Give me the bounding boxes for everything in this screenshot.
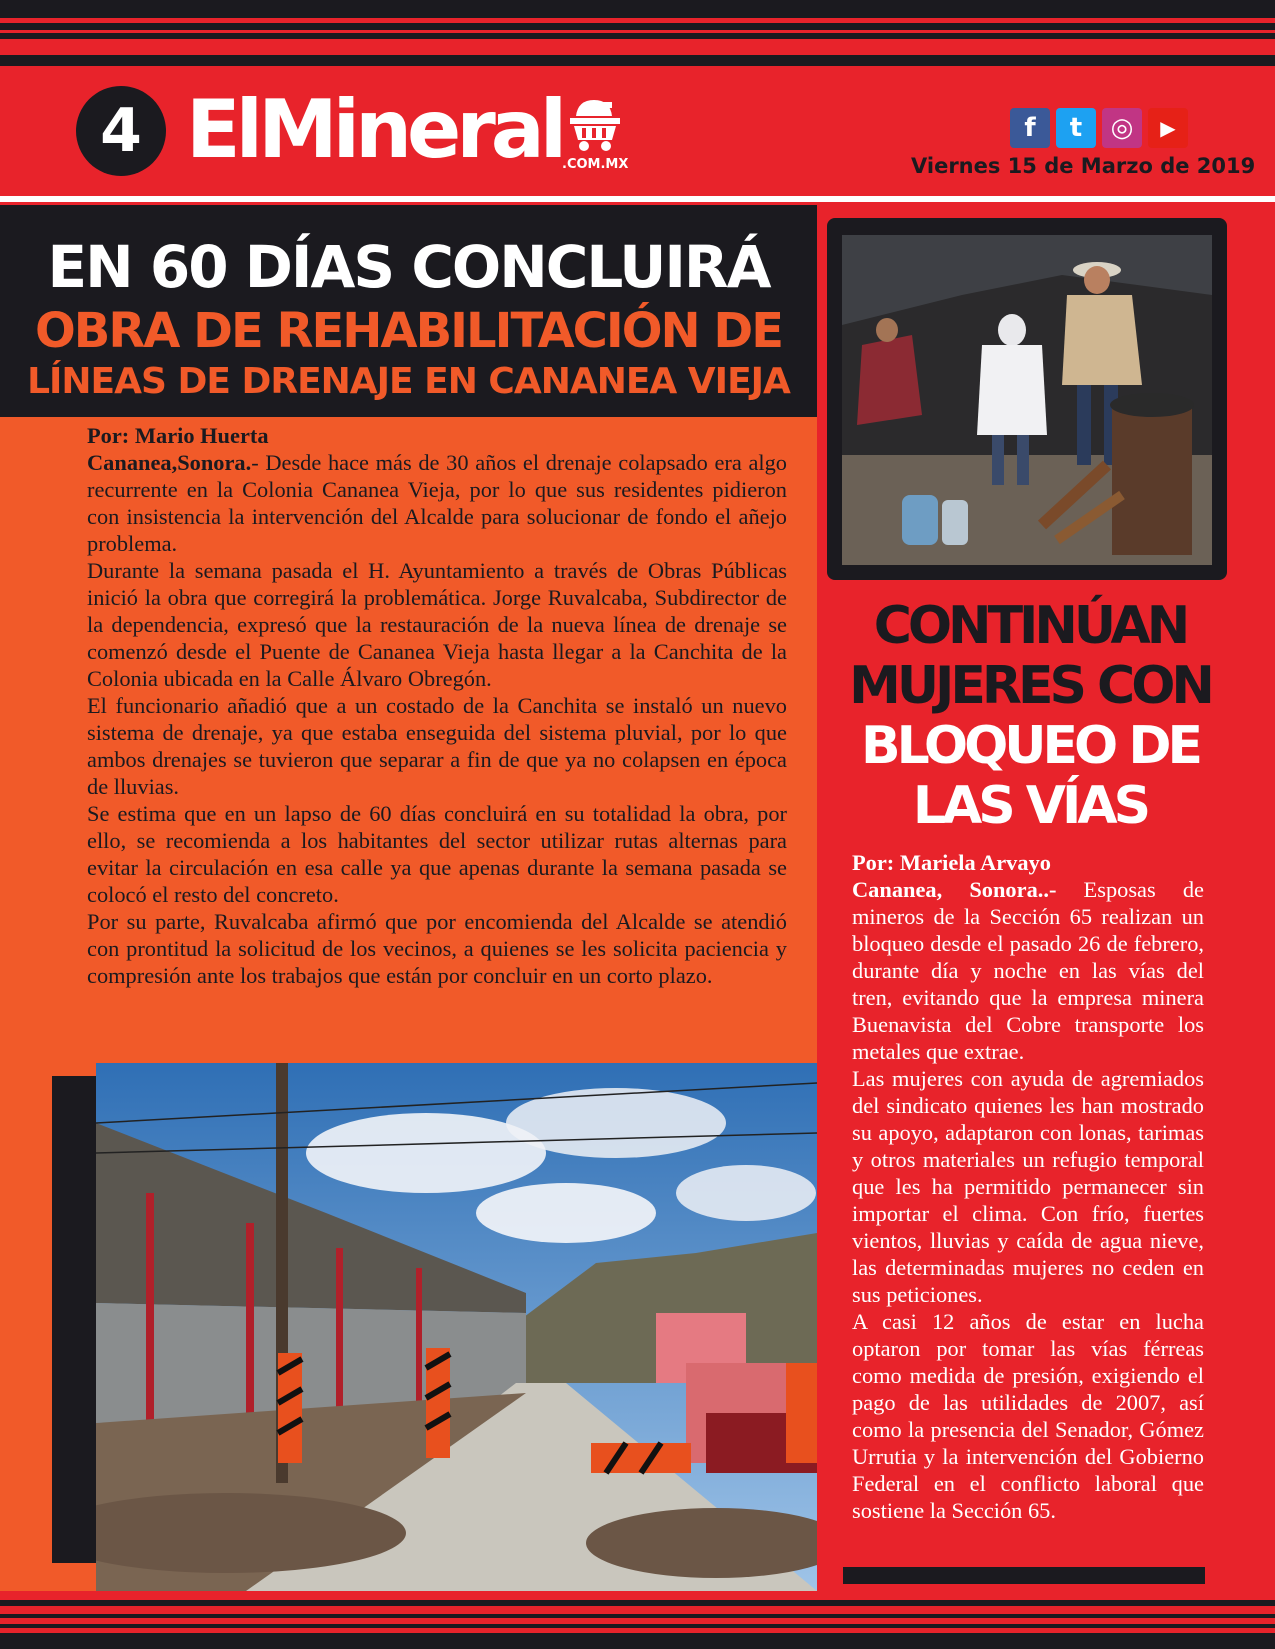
logo-text[interactable]: ElMineral bbox=[186, 83, 563, 176]
side-paragraph-3: A casi 12 años de estar en lucha optaron por tomar las vías férreas como medida de presión, exigiendo el pago de las utilidades de 2007, así como la presencia del Senador, Gómez Urrutia y la intervención del Gobierno Federal en el conflicto laboral que sostiene la Sección 65. bbox=[852, 1309, 1204, 1523]
facebook-icon[interactable]: f bbox=[1010, 108, 1050, 148]
side-headline-line2: MUJERES CON bbox=[849, 656, 1211, 716]
youtube-icon[interactable]: ▶ bbox=[1148, 108, 1188, 148]
header-divider bbox=[0, 196, 1275, 202]
bottom-stripes bbox=[0, 1600, 1275, 1649]
page-number: 4 bbox=[76, 86, 166, 176]
mine-cart-logo-icon bbox=[562, 90, 626, 154]
top-stripes bbox=[0, 0, 1275, 66]
issue-date: Viernes 15 de Marzo de 2019 bbox=[911, 154, 1256, 178]
masthead bbox=[0, 66, 1275, 198]
side-paragraph-1: Cananea, Sonora..- Esposas de mineros de la Sección 65 realizan un bloqueo desde el pasado 26 de febrero, durante día y noche en las vías del tren, evitando que la empresa minera Buenavista del Cobre transporte los metales que extrae. bbox=[852, 877, 1204, 1064]
instagram-icon[interactable]: ◎ bbox=[1102, 108, 1142, 148]
main-dateline: Cananea,Sonora. bbox=[87, 450, 252, 475]
women-shelter-photo bbox=[842, 235, 1212, 565]
main-paragraph-2: Durante la semana pasada el H. Ayuntamiento a través de Obras Públicas inició la obra que corregirá la problemática. Jorge Ruvalcaba, Subdirector de la dependencia, expresó que la restauración de la nueva línea de drenaje se comenzó desde el Puente de Cananea Vieja hasta llegar a la Canchita de la Colonia ubicada en la Calle Álvaro Obregón. bbox=[87, 558, 787, 691]
side-dateline: Cananea, Sonora..- bbox=[852, 877, 1057, 902]
side-article-bottom-bar bbox=[843, 1567, 1205, 1584]
side-byline: Por: Mariela Arvayo bbox=[852, 850, 1051, 875]
main-article-body bbox=[87, 422, 787, 989]
side-article-body bbox=[852, 849, 1204, 1524]
main-headline-box bbox=[0, 205, 817, 417]
main-headline-line3: LÍNEAS DE DRENAJE EN CANANEA VIEJA bbox=[27, 361, 790, 402]
main-headline-line2: OBRA DE REHABILITACIÓN DE bbox=[34, 303, 783, 359]
main-paragraph-1: Cananea,Sonora.- Desde hace más de 30 años el drenaje colapsado era algo recurrente en la Colonia Cananea Vieja, por lo que sus residentes pidieron con insistencia la intervención del Alcalde para solucionar de fondo el añejo problema. bbox=[87, 450, 787, 556]
street-construction-photo bbox=[96, 1063, 817, 1591]
main-headline-line1: EN 60 DÍAS CONCLUIRÁ bbox=[47, 233, 770, 301]
side-headline-line4: LAS VÍAS bbox=[912, 776, 1148, 836]
main-paragraph-5: Por su parte, Ruvalcaba afirmó que por encomienda del Alcalde se atendió con prontitud la solicitud de los vecinos, a quienes se les solicita paciencia y compresión ante los trabajos que están por concluir en un corto plazo. bbox=[87, 909, 787, 988]
logo-domain: .COM.MX bbox=[562, 157, 629, 172]
side-paragraph-2: Las mujeres con ayuda de agremiados del sindicato quienes les han mostrado su apoyo, adaptaron con lonas, tarimas y otros materiales un refugio temporal que les ha permitido permanecer sin importar el clima. Con frío, fuertes vientos, lluvias y caída de agua nieve, las determinadas mujeres no ceden en sus peticiones. bbox=[852, 1066, 1204, 1307]
main-paragraph-3: El funcionario añadió que a un costado de la Canchita se instaló un nuevo sistema de drenaje, ya que estaba enseguida del sistema pluvial, por lo que ambos drenajes se tuvieron que separar a fin de que ya no colapsen en época de lluvias. bbox=[87, 693, 787, 799]
side-headline-line3: BLOQUEO DE bbox=[860, 716, 1200, 776]
social-icons bbox=[1010, 108, 1188, 148]
side-headline-line1: CONTINÚAN bbox=[873, 596, 1187, 656]
photo-side-bar bbox=[52, 1076, 96, 1563]
main-byline: Por: Mario Huerta bbox=[87, 423, 269, 448]
main-paragraph-4: Se estima que en un lapso de 60 días concluirá en su totalidad la obra, por ello, se recomienda a los habitantes del sector utilizar rutas alternas para evitar la circulación en esa calle ya que apenas durante la semana pasada se colocó el resto del concreto. bbox=[87, 801, 787, 907]
twitter-icon[interactable]: t bbox=[1056, 108, 1096, 148]
